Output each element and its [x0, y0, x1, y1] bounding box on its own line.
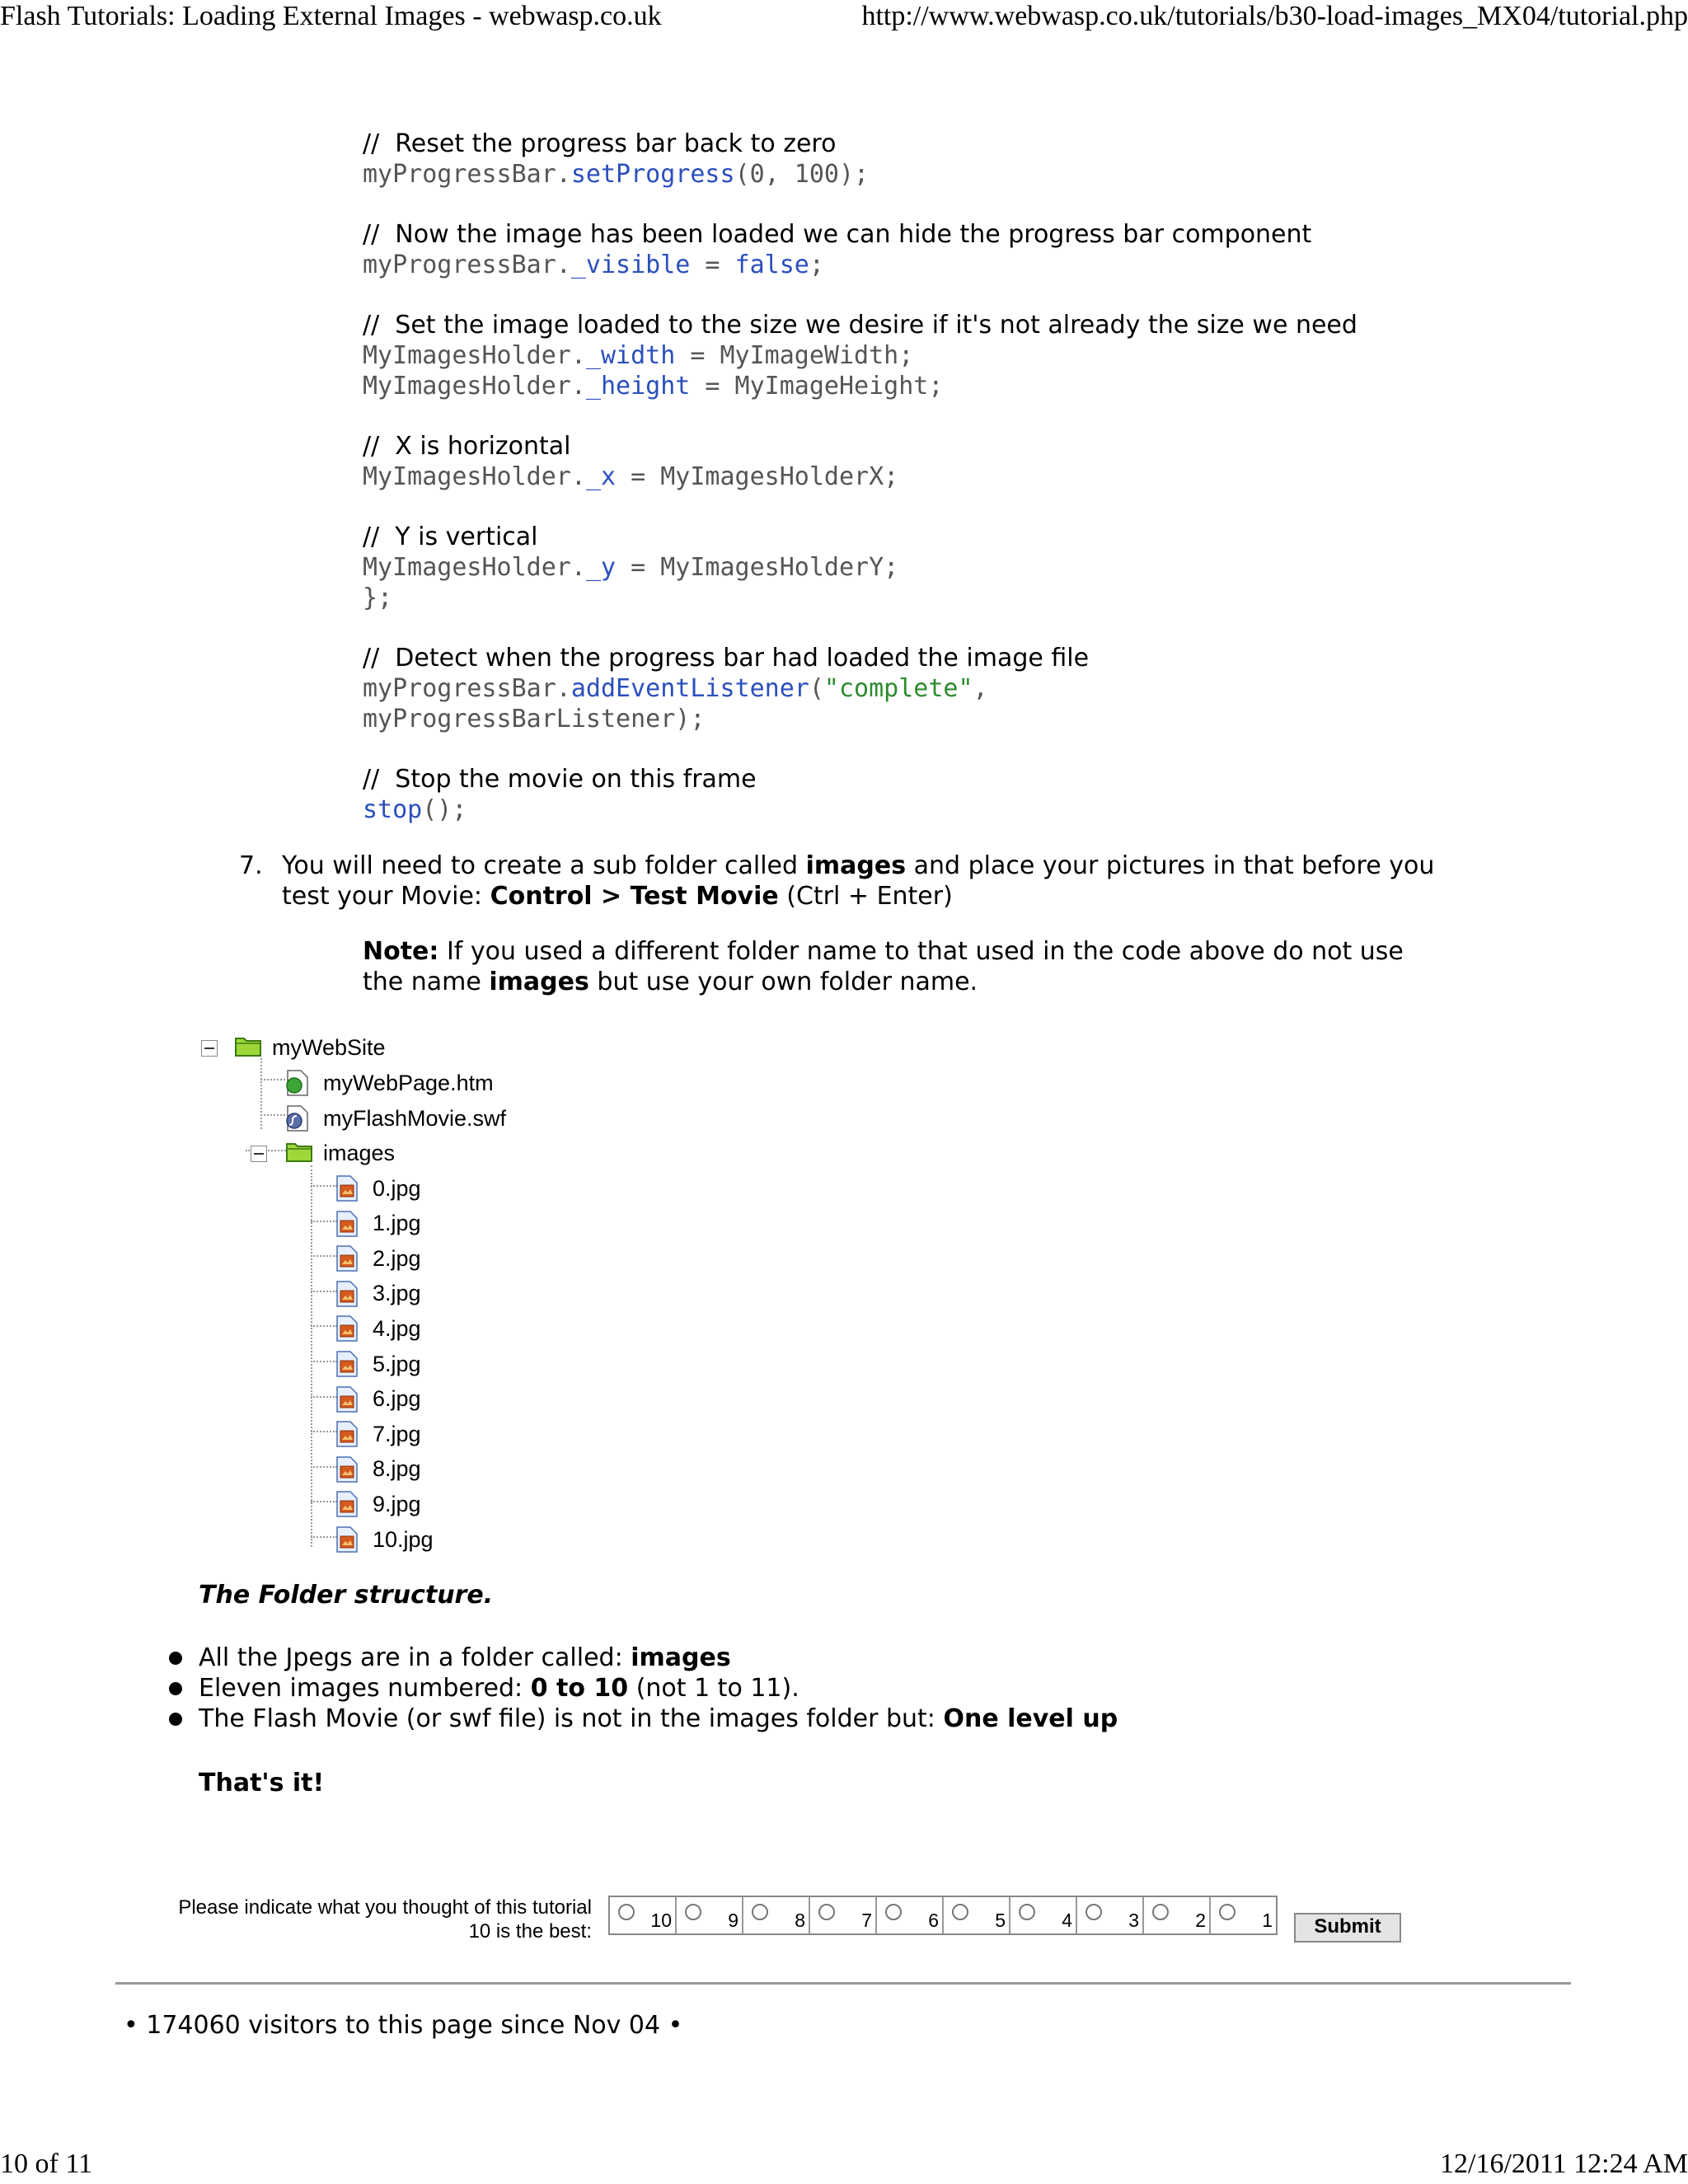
tree-file-image[interactable]: 8.jpg [335, 1452, 421, 1487]
rating-option[interactable]: 1 [1211, 1897, 1276, 1933]
visitor-counter: • 174060 visitors to this page since Nov 04 • [124, 2011, 683, 2040]
figure-caption: The Folder structure. [199, 1581, 494, 1610]
bullet-list [165, 1643, 1118, 1734]
tree-folder-images[interactable]: images [285, 1136, 395, 1170]
code-line: MyImagesHolder._height = MyImageHeight; [363, 372, 944, 401]
tree-file-image[interactable]: 4.jpg [335, 1311, 421, 1346]
page-title-header: Flash Tutorials: Loading External Images - webwasp.co.uk [0, 1, 662, 31]
html-file-icon [285, 1069, 313, 1097]
rating-option[interactable]: 5 [944, 1897, 1010, 1933]
code-comment: // Stop the movie on this frame [363, 765, 757, 794]
tree-file-image[interactable]: 0.jpg [335, 1171, 421, 1206]
radio-button[interactable] [952, 1904, 968, 1920]
code-comment: // Reset the progress bar back to zero [363, 129, 837, 158]
tree-file-image[interactable]: 1.jpg [335, 1207, 421, 1241]
radio-button[interactable] [818, 1904, 835, 1920]
closing-text: That's it! [199, 1769, 325, 1797]
rating-label: Please indicate what you thought of this tutorial 10 is the best: [178, 1896, 592, 1943]
image-file-icon [335, 1244, 363, 1272]
page-number: 10 of 11 [0, 2149, 93, 2179]
tree-file-image[interactable]: 9.jpg [335, 1487, 421, 1521]
code-line: MyImagesHolder._x = MyImagesHolderX; [363, 462, 899, 491]
radio-button[interactable] [885, 1904, 902, 1920]
tree-file-image[interactable]: 5.jpg [335, 1347, 421, 1381]
list-item: All the Jpegs are in a folder called: images [165, 1643, 1118, 1673]
radio-button[interactable] [1019, 1904, 1035, 1920]
code-comment: // Y is vertical [363, 523, 538, 551]
tree-file[interactable]: myWebPage.htm [285, 1066, 494, 1100]
code-line: }; [363, 583, 393, 612]
radio-button[interactable] [1152, 1904, 1169, 1920]
code-line: myProgressBar._visible = false; [363, 251, 824, 279]
image-file-icon [335, 1526, 363, 1554]
tree-folder-root[interactable]: myWebSite [234, 1030, 386, 1065]
folder-icon [285, 1139, 313, 1167]
note: Note: If you used a different folder name to that used in the code above do not use the name images but use your own folder name. [363, 937, 1404, 996]
folder-icon [234, 1033, 262, 1062]
code-line: myProgressBarListener); [363, 705, 706, 733]
code-comment: // X is horizontal [363, 432, 571, 461]
image-file-icon [335, 1490, 363, 1518]
radio-button[interactable] [685, 1904, 701, 1920]
divider [115, 1982, 1571, 1985]
image-file-icon [335, 1420, 363, 1448]
step-7 [239, 851, 1442, 912]
image-file-icon [335, 1210, 363, 1238]
code-line: myProgressBar.addEventListener("complete", [363, 674, 988, 703]
rating-option[interactable]: 9 [677, 1897, 743, 1933]
radio-button[interactable] [752, 1904, 768, 1920]
page-url-header: http://www.webwasp.co.uk/tutorials/b30-load-images_MX04/tutorial.php [861, 1, 1688, 31]
step-text: You will need to create a sub folder called images and place your pictures in that before you test your Movie: Control > Test Movie (Ctrl + Enter) [282, 851, 1435, 911]
radio-button[interactable] [1085, 1904, 1102, 1920]
tree-file-image[interactable]: 3.jpg [335, 1277, 421, 1311]
image-file-icon [335, 1385, 363, 1413]
image-file-icon [335, 1455, 363, 1483]
list-item: Eleven images numbered: 0 to 10 (not 1 to 11). [165, 1673, 1118, 1704]
tree-file-image[interactable]: 2.jpg [335, 1241, 421, 1276]
rating-option[interactable]: 7 [810, 1897, 877, 1933]
image-file-icon [335, 1315, 363, 1343]
collapse-images-toggle[interactable] [251, 1146, 267, 1162]
submit-button[interactable]: Submit [1294, 1913, 1401, 1943]
rating-option[interactable]: 2 [1144, 1897, 1211, 1933]
code-line: MyImagesHolder._y = MyImagesHolderY; [363, 553, 899, 582]
list-item: The Flash Movie (or swf file) is not in the images folder but: One level up [165, 1704, 1118, 1734]
radio-button[interactable] [1219, 1904, 1236, 1920]
radio-button[interactable] [618, 1904, 635, 1920]
flash-file-icon [285, 1104, 313, 1132]
tree-file-image[interactable]: 6.jpg [335, 1382, 421, 1417]
tree-file-image[interactable]: 7.jpg [335, 1417, 421, 1451]
code-block [363, 129, 1357, 825]
step-number: 7. [239, 851, 263, 880]
rating-options [608, 1896, 1278, 1935]
image-file-icon [335, 1174, 363, 1202]
collapse-root-toggle[interactable] [201, 1040, 218, 1057]
print-datetime: 12/16/2011 12:24 AM [1440, 2149, 1688, 2179]
rating-option[interactable]: 3 [1077, 1897, 1144, 1933]
rating-option[interactable]: 6 [877, 1897, 944, 1933]
code-line: stop(); [363, 795, 467, 824]
rating-option[interactable]: 8 [743, 1897, 810, 1933]
code-line: MyImagesHolder._width = MyImageWidth; [363, 341, 914, 370]
code-comment: // Now the image has been loaded we can hide the progress bar component [363, 220, 1312, 249]
image-file-icon [335, 1350, 363, 1378]
code-comment: // Detect when the progress bar had loaded the image file [363, 644, 1090, 673]
rating-option[interactable]: 10 [610, 1897, 677, 1933]
image-file-icon [335, 1280, 363, 1308]
code-comment: // Set the image loaded to the size we desire if it's not already the size we need [363, 311, 1357, 340]
rating-option[interactable]: 4 [1010, 1897, 1077, 1933]
tree-file-image[interactable]: 10.jpg [335, 1522, 434, 1557]
code-line: myProgressBar.setProgress(0, 100); [363, 160, 870, 189]
tree-file[interactable]: myFlashMovie.swf [285, 1101, 506, 1136]
